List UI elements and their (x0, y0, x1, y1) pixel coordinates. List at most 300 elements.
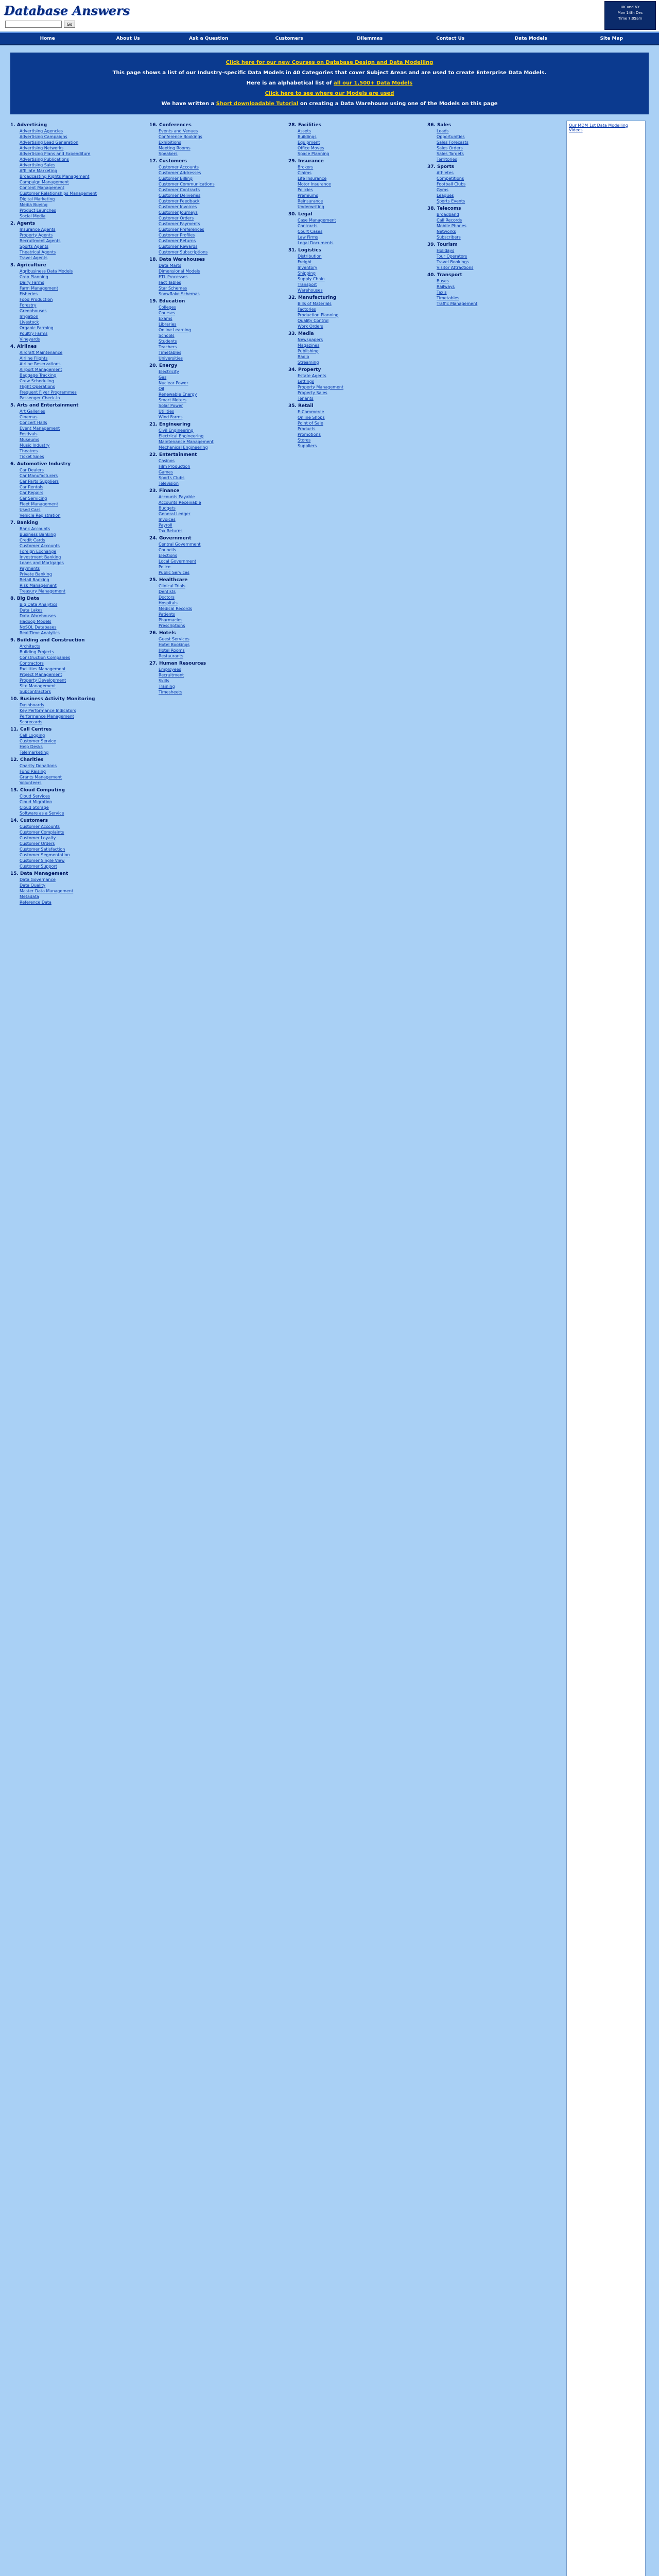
model-link[interactable]: Buses (437, 279, 449, 283)
model-link[interactable]: Buildings (298, 134, 317, 139)
model-link[interactable]: Schools (159, 333, 175, 338)
model-link[interactable]: Volunteers (20, 781, 42, 785)
category-title[interactable] (149, 488, 285, 494)
model-link[interactable]: Subscribers (437, 235, 461, 240)
model-link[interactable]: Theatrical Agents (20, 250, 56, 255)
model-link[interactable]: Assets (298, 129, 311, 133)
model-link[interactable]: Wind Farms (159, 415, 183, 419)
model-link[interactable]: Building Projects (20, 650, 54, 654)
model-link[interactable]: Music Industry (20, 443, 50, 448)
model-link[interactable]: Business Banking (20, 532, 56, 537)
nav-contact-us[interactable]: Contact Us (436, 36, 465, 41)
model-link[interactable]: Advertising Lead Generation (20, 140, 79, 145)
model-link[interactable]: Travel Agents (20, 256, 48, 260)
model-link[interactable]: Electrical Engineering (159, 434, 204, 438)
model-link[interactable]: Event Management (20, 426, 60, 431)
model-link[interactable]: Architects (20, 644, 41, 649)
model-link[interactable]: Advertising Sales (20, 163, 56, 167)
model-link[interactable]: Theatres (20, 449, 38, 453)
model-link[interactable]: Customer Accounts (20, 824, 60, 829)
model-link[interactable]: Airline Flights (20, 356, 48, 361)
model-link[interactable]: Advertising Campaigns (20, 134, 67, 139)
model-link[interactable]: Customer Feedback (159, 199, 200, 204)
model-link[interactable]: Advertising Networks (20, 146, 64, 150)
category-title[interactable] (10, 596, 146, 601)
category-title[interactable] (10, 520, 146, 526)
model-link[interactable]: Loans and Mortgages (20, 561, 64, 565)
models-usage-link[interactable]: Click here to see where our Models are used (265, 91, 394, 96)
model-link[interactable]: Timesheets (159, 690, 182, 694)
model-link[interactable]: Data Governance (20, 877, 56, 882)
category-title[interactable] (10, 263, 146, 268)
model-link[interactable]: Claims (298, 171, 311, 175)
model-link[interactable]: Guest Services (159, 637, 189, 641)
model-link[interactable]: Data Quality (20, 883, 46, 888)
model-link[interactable]: Construction Companies (20, 655, 71, 660)
model-link[interactable]: Public Services (159, 570, 189, 575)
model-link[interactable]: Smart Meters (159, 398, 187, 402)
model-link[interactable]: Customer Loyalty (20, 836, 56, 840)
model-link[interactable]: Travel Bookings (437, 260, 469, 264)
model-link[interactable]: Holidays (437, 248, 455, 253)
model-link[interactable]: Sports Events (437, 199, 465, 204)
model-link[interactable]: Car Repairs (20, 490, 44, 495)
model-link[interactable]: Doctors (159, 595, 175, 600)
model-link[interactable]: Sports Agents (20, 244, 49, 249)
model-link[interactable]: Work Orders (298, 324, 323, 329)
category-title[interactable] (427, 242, 563, 247)
model-link[interactable]: Libraries (159, 322, 177, 327)
model-link[interactable]: Central Government (159, 542, 201, 547)
category-title[interactable] (427, 273, 563, 278)
model-link[interactable]: Customer Deliveries (159, 193, 201, 198)
model-link[interactable]: Reinsurance (298, 199, 323, 204)
search-input[interactable] (5, 21, 62, 28)
model-link[interactable]: Freight (298, 260, 312, 264)
model-link[interactable]: Budgets (159, 506, 176, 511)
model-link[interactable]: Court Cases (298, 229, 323, 234)
category-title[interactable] (10, 638, 146, 643)
model-link[interactable]: Stores (298, 438, 311, 443)
model-link[interactable]: Car Dealers (20, 468, 44, 472)
model-link[interactable]: Ticket Sales (20, 454, 44, 459)
all-models-link[interactable]: all our 1,500+ Data Models (334, 80, 413, 86)
model-link[interactable]: Dairy Farms (20, 280, 44, 285)
model-link[interactable]: Investment Banking (20, 555, 61, 560)
model-link[interactable]: Local Government (159, 559, 197, 564)
model-link[interactable]: Sales Forecasts (437, 140, 469, 145)
model-link[interactable]: Accounts Payable (159, 495, 195, 499)
model-link[interactable]: Treasury Management (20, 589, 66, 594)
model-link[interactable]: Police (159, 565, 171, 569)
model-link[interactable]: Car Rentals (20, 485, 43, 489)
model-link[interactable]: Property Development (20, 678, 66, 683)
category-title[interactable] (288, 123, 424, 128)
model-link[interactable]: E-Commerce (298, 410, 324, 414)
model-link[interactable]: Elections (159, 553, 178, 558)
model-link[interactable]: Flight Operations (20, 384, 55, 389)
category-title[interactable] (10, 871, 146, 876)
model-link[interactable]: Subcontractors (20, 689, 51, 694)
model-link[interactable]: Project Management (20, 672, 62, 677)
model-link[interactable]: Used Cars (20, 507, 41, 512)
model-link[interactable]: Customer Subscriptions (159, 250, 208, 255)
model-link[interactable]: Fact Tables (159, 280, 181, 285)
category-title[interactable] (288, 248, 424, 253)
category-title[interactable] (149, 159, 285, 164)
model-link[interactable]: Site Management (20, 684, 56, 688)
model-link[interactable]: Distribution (298, 254, 322, 259)
model-link[interactable]: Crew Scheduling (20, 379, 54, 383)
model-link[interactable]: Shipping (298, 271, 316, 276)
model-link[interactable]: Customer Accounts (159, 165, 199, 170)
model-link[interactable]: Cloud Migration (20, 800, 53, 804)
model-link[interactable]: Competitions (437, 176, 464, 181)
model-link[interactable]: Baggage Tracking (20, 373, 57, 378)
model-link[interactable]: Law Firms (298, 235, 318, 240)
nav-ask-question[interactable]: Ask a Question (189, 36, 229, 41)
model-link[interactable]: Frequent Flyer Programmes (20, 390, 77, 395)
model-link[interactable]: Broadband (437, 212, 459, 217)
model-link[interactable]: Civil Engineering (159, 428, 194, 433)
model-link[interactable]: Risk Management (20, 583, 57, 588)
model-link[interactable]: Charity Donations (20, 764, 57, 768)
model-link[interactable]: Legal Documents (298, 241, 334, 245)
model-link[interactable]: Production Planning (298, 313, 339, 317)
model-link[interactable]: Customer Journeys (159, 210, 198, 215)
model-link[interactable]: Foreign Exchange (20, 549, 57, 554)
model-link[interactable]: Concert Halls (20, 420, 47, 425)
model-link[interactable]: Inventory (298, 265, 318, 270)
model-link[interactable]: Office Moves (298, 146, 324, 150)
model-link[interactable]: Customer Single View (20, 858, 65, 863)
model-link[interactable]: Campaign Management (20, 180, 69, 184)
model-link[interactable]: Cloud Services (20, 794, 50, 799)
model-link[interactable]: Property Agents (20, 233, 53, 238)
model-link[interactable]: Big Data Analytics (20, 602, 58, 607)
model-link[interactable]: Customer Orders (159, 216, 194, 221)
model-link[interactable]: Customer Billing (159, 176, 193, 181)
model-link[interactable]: Solar Power (159, 403, 183, 408)
model-link[interactable]: Greenhouses (20, 309, 47, 313)
model-link[interactable]: Recruitment (159, 673, 184, 677)
model-link[interactable]: Sports Clubs (159, 476, 185, 480)
model-link[interactable]: Real-Time Analytics (20, 631, 60, 635)
model-link[interactable]: Traffic Management (437, 301, 478, 306)
model-link[interactable]: ETL Processes (159, 275, 188, 279)
model-link[interactable]: Products (298, 427, 316, 431)
category-title[interactable] (149, 578, 285, 583)
model-link[interactable]: Sales Targets (437, 151, 464, 156)
model-link[interactable]: Customer Relationships Management (20, 191, 97, 196)
model-link[interactable]: Tenants (298, 396, 314, 401)
category-title[interactable] (149, 363, 285, 368)
model-link[interactable]: Publishing (298, 349, 319, 353)
model-link[interactable]: Call Records (437, 218, 462, 223)
model-link[interactable]: Poultry Farms (20, 331, 48, 336)
model-link[interactable]: Aircraft Maintenance (20, 350, 63, 355)
model-link[interactable]: Car Manufacturers (20, 473, 58, 478)
model-link[interactable]: Employees (159, 667, 181, 672)
model-link[interactable]: Dentists (159, 589, 176, 594)
category-title[interactable] (10, 788, 146, 793)
model-link[interactable]: Casinos (159, 459, 175, 463)
model-link[interactable]: Councils (159, 548, 176, 552)
category-title[interactable] (10, 221, 146, 226)
model-link[interactable]: Customer Communications (159, 182, 215, 187)
model-link[interactable]: Skills (159, 679, 169, 683)
model-link[interactable]: Hotel Bookings (159, 642, 190, 647)
model-link[interactable]: Data Warehouses (20, 614, 56, 618)
model-link[interactable]: Case Management (298, 218, 336, 223)
model-link[interactable]: Customer Profiles (159, 233, 195, 238)
model-link[interactable]: Contractors (20, 661, 44, 666)
nav-customers[interactable]: Customers (275, 36, 303, 41)
model-link[interactable]: Farm Management (20, 286, 58, 291)
model-link[interactable]: Online Shops (298, 415, 325, 420)
model-link[interactable]: Customer Service (20, 739, 56, 743)
model-link[interactable]: Customer Addresses (159, 171, 201, 175)
model-link[interactable]: Scorecards (20, 720, 43, 724)
category-title[interactable] (10, 123, 146, 128)
category-title[interactable] (10, 403, 146, 408)
model-link[interactable]: Recruitment Agents (20, 239, 61, 243)
model-link[interactable]: Broadcasting Rights Management (20, 174, 90, 179)
category-title[interactable] (288, 159, 424, 164)
model-link[interactable]: Transport (298, 282, 317, 287)
model-link[interactable]: Master Data Management (20, 889, 74, 893)
model-link[interactable]: Warehouses (298, 288, 323, 293)
model-link[interactable]: Maintenance Management (159, 439, 214, 444)
model-link[interactable]: Clinical Trials (159, 584, 185, 588)
model-link[interactable]: Performance Management (20, 714, 74, 719)
model-link[interactable]: Private Banking (20, 572, 52, 577)
model-link[interactable]: Property Sales (298, 391, 327, 395)
model-link[interactable]: Events and Venues (159, 129, 198, 133)
model-link[interactable]: Content Management (20, 185, 65, 190)
model-link[interactable]: Call Logging (20, 733, 45, 738)
model-link[interactable]: Credit Cards (20, 538, 45, 543)
model-link[interactable]: Patients (159, 612, 176, 617)
model-link[interactable]: Newspapers (298, 337, 323, 342)
model-link[interactable]: Organic Farming (20, 326, 54, 330)
model-link[interactable]: Electricity (159, 369, 179, 374)
model-link[interactable]: Festivals (20, 432, 38, 436)
category-title[interactable] (149, 631, 285, 636)
model-link[interactable]: General Ledger (159, 512, 190, 516)
model-link[interactable]: Social Media (20, 214, 46, 218)
model-link[interactable]: Quality Control (298, 318, 329, 323)
model-link[interactable]: Colleges (159, 305, 177, 310)
category-title[interactable] (288, 295, 424, 300)
model-link[interactable]: Estate Agents (298, 374, 326, 378)
model-link[interactable]: Territories (437, 157, 457, 162)
model-link[interactable]: Contracts (298, 224, 318, 228)
model-link[interactable]: Life Insurance (298, 176, 327, 181)
model-link[interactable]: Equipment (298, 140, 320, 145)
model-link[interactable]: Star Schemas (159, 286, 187, 291)
category-title[interactable] (288, 367, 424, 372)
model-link[interactable]: Policies (298, 188, 313, 192)
model-link[interactable]: Software as a Service (20, 811, 64, 816)
model-link[interactable]: Timetables (437, 296, 460, 300)
model-link[interactable]: Advertising Plans and Expenditure (20, 151, 91, 156)
model-link[interactable]: Medical Records (159, 606, 192, 611)
model-link[interactable]: Customer Returns (159, 239, 196, 243)
model-link[interactable]: Customer Orders (20, 841, 55, 846)
nav-about-us[interactable]: About Us (116, 36, 140, 41)
model-link[interactable]: Mobile Phones (437, 224, 466, 228)
model-link[interactable]: Film Production (159, 464, 190, 469)
model-link[interactable]: Gyms (437, 188, 448, 192)
model-link[interactable]: Digital Marketing (20, 197, 55, 201)
model-link[interactable]: Fund Raising (20, 769, 46, 774)
model-link[interactable]: Affiliate Marketing (20, 168, 58, 173)
model-link[interactable]: Pharmacies (159, 618, 183, 622)
model-link[interactable]: Conference Bookings (159, 134, 202, 139)
model-link[interactable]: Promotions (298, 432, 321, 437)
model-link[interactable]: Television (159, 481, 179, 486)
model-link[interactable]: Cinemas (20, 415, 38, 419)
model-link[interactable]: Factories (298, 307, 316, 312)
model-link[interactable]: Airport Management (20, 367, 62, 372)
model-link[interactable]: Bills of Materials (298, 301, 332, 306)
model-link[interactable]: Payments (20, 566, 40, 571)
model-link[interactable]: Tour Operators (437, 254, 467, 259)
model-link[interactable]: Leagues (437, 193, 454, 198)
category-title[interactable] (427, 164, 563, 170)
model-link[interactable]: Bank Accounts (20, 527, 50, 531)
model-link[interactable]: Airline Reservations (20, 362, 61, 366)
model-link[interactable]: Food Production (20, 297, 53, 302)
model-link[interactable]: Cloud Storage (20, 805, 49, 810)
tutorial-link[interactable]: Short downloadable Tutorial (216, 101, 299, 107)
model-link[interactable]: Exams (159, 316, 172, 321)
category-title[interactable] (149, 422, 285, 427)
model-link[interactable]: Insurance Agents (20, 227, 56, 232)
model-link[interactable]: Railways (437, 284, 455, 289)
model-link[interactable]: Advertising Publications (20, 157, 69, 162)
model-link[interactable]: Point of Sale (298, 421, 323, 426)
search-button[interactable]: Go (64, 21, 75, 28)
model-link[interactable]: Invoices (159, 517, 176, 522)
category-title[interactable] (149, 661, 285, 666)
model-link[interactable]: Snowflake Schemas (159, 292, 200, 296)
model-link[interactable]: Customer Preferences (159, 227, 204, 232)
model-link[interactable]: Students (159, 339, 177, 344)
model-link[interactable]: Media Buying (20, 202, 48, 207)
category-title[interactable] (288, 403, 424, 409)
nav-home[interactable]: Home (40, 36, 55, 41)
category-title[interactable] (427, 123, 563, 128)
model-link[interactable]: Restaurants (159, 654, 183, 658)
model-link[interactable]: Brokers (298, 165, 314, 170)
model-link[interactable]: Taxis (437, 290, 447, 295)
model-link[interactable]: Customer Contracts (159, 188, 200, 192)
category-title[interactable] (149, 452, 285, 457)
videos-link[interactable]: Our MDM 1st Data Modelling Videos (566, 121, 646, 2576)
model-link[interactable]: Fleet Management (20, 502, 59, 506)
model-link[interactable]: Irrigation (20, 314, 39, 319)
model-link[interactable]: Art Galleries (20, 409, 45, 414)
model-link[interactable]: Hotel Rooms (159, 648, 185, 653)
category-title[interactable] (10, 697, 146, 702)
model-link[interactable]: Teachers (159, 345, 177, 349)
model-link[interactable]: Product Launches (20, 208, 56, 213)
model-link[interactable]: Gas (159, 375, 167, 380)
model-link[interactable]: Lettings (298, 379, 315, 384)
model-link[interactable]: Metadata (20, 894, 39, 899)
model-link[interactable]: Leads (437, 129, 449, 133)
category-title[interactable] (288, 331, 424, 336)
model-link[interactable]: Reference Data (20, 900, 51, 905)
model-link[interactable]: Space Planning (298, 151, 330, 156)
model-link[interactable]: Customer Support (20, 864, 58, 869)
model-link[interactable]: Games (159, 470, 173, 474)
model-link[interactable]: Streaming (298, 360, 319, 365)
model-link[interactable]: Training (159, 684, 175, 689)
model-link[interactable]: Speakers (159, 151, 178, 156)
model-link[interactable]: Networks (437, 229, 456, 234)
model-link[interactable]: Utilities (159, 409, 175, 414)
model-link[interactable]: Accounts Receivable (159, 500, 201, 505)
nav-site-map[interactable]: Site Map (600, 36, 623, 41)
model-link[interactable]: Property Management (298, 385, 344, 389)
nav-data-models[interactable]: Data Models (514, 36, 547, 41)
model-link[interactable]: Athletes (437, 171, 454, 175)
model-link[interactable]: Payroll (159, 523, 172, 528)
model-link[interactable]: Telemarketing (20, 750, 49, 755)
category-title[interactable] (10, 818, 146, 823)
model-link[interactable]: Dimensional Models (159, 269, 200, 274)
model-link[interactable]: Visitor Attractions (437, 265, 474, 270)
category-title[interactable] (149, 536, 285, 541)
model-link[interactable]: Timetables (159, 350, 182, 355)
model-link[interactable]: Renewable Energy (159, 392, 197, 397)
model-link[interactable]: Oil (159, 386, 164, 391)
model-link[interactable]: Retail Banking (20, 578, 49, 582)
model-link[interactable]: Agribusiness Data Models (20, 269, 73, 274)
model-link[interactable]: Premiums (298, 193, 318, 198)
model-link[interactable]: Livestock (20, 320, 39, 325)
model-link[interactable]: Data Marts (159, 263, 182, 268)
model-link[interactable]: Opportunities (437, 134, 465, 139)
category-title[interactable] (149, 123, 285, 128)
model-link[interactable]: Help Desks (20, 744, 43, 749)
model-link[interactable]: Dashboards (20, 703, 44, 707)
model-link[interactable]: Vineyards (20, 337, 40, 342)
model-link[interactable]: Museums (20, 437, 40, 442)
model-link[interactable]: Customer Invoices (159, 205, 197, 209)
category-title[interactable] (10, 462, 146, 467)
model-link[interactable]: Motor Insurance (298, 182, 331, 187)
model-link[interactable]: Magazines (298, 343, 320, 348)
category-title[interactable] (149, 257, 285, 262)
model-link[interactable]: Radio (298, 354, 309, 359)
model-link[interactable]: Grants Management (20, 775, 62, 779)
model-link[interactable]: Hospitals (159, 601, 178, 605)
model-link[interactable]: Football Clubs (437, 182, 466, 187)
model-link[interactable]: Customer Rewards (159, 244, 198, 249)
category-title[interactable] (427, 206, 563, 211)
nav-dilemmas[interactable]: Dilemmas (357, 36, 383, 41)
model-link[interactable]: Universities (159, 356, 183, 361)
model-link[interactable]: Customer Payments (159, 222, 200, 226)
model-link[interactable]: Customer Satisfaction (20, 847, 65, 852)
model-link[interactable]: Car Parts Suppliers (20, 479, 59, 484)
category-title[interactable] (288, 212, 424, 217)
model-link[interactable]: Passenger Check-In (20, 396, 60, 400)
